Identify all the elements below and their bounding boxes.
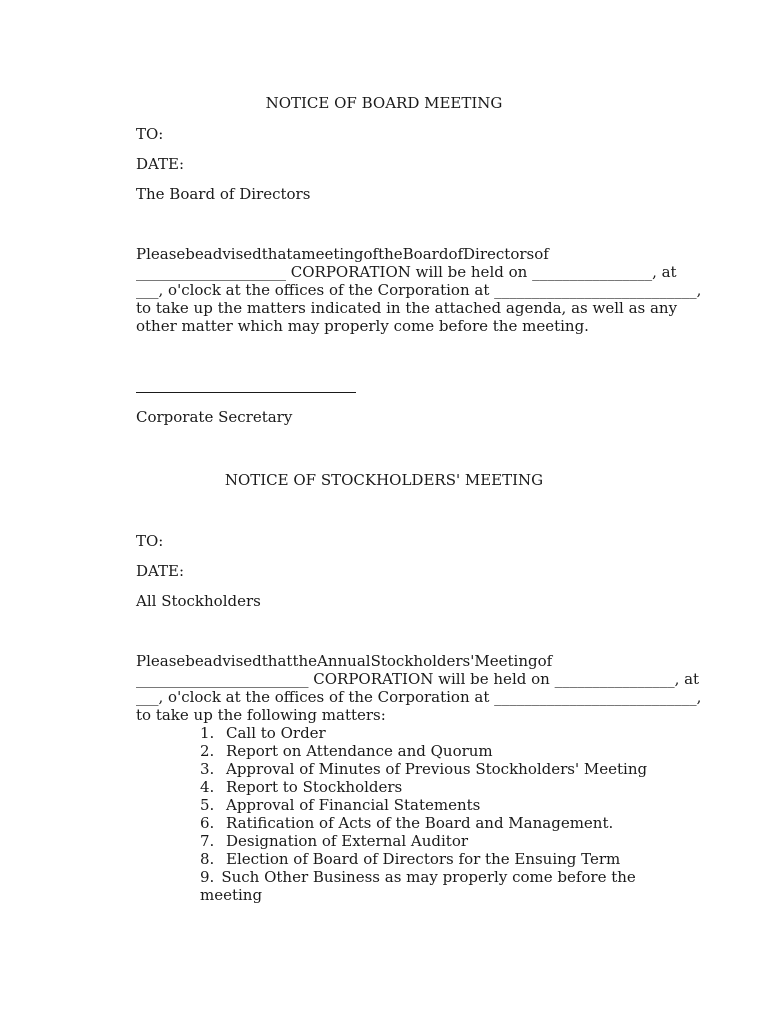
word: of [363, 245, 379, 263]
board-para-line-2: ____________________ CORPORATION will be held on ________________, at [136, 263, 677, 281]
agenda-list [200, 724, 670, 904]
agenda-item-number: 1. [200, 724, 215, 742]
word: Board [402, 245, 449, 263]
agenda-item [200, 742, 670, 760]
agenda-item-text: Approval of Financial Statements [226, 796, 481, 814]
agenda-item-number: 4. [200, 778, 215, 796]
word: be [185, 652, 204, 670]
agenda-item [200, 814, 670, 832]
stockholders-addressee: All Stockholders [136, 592, 261, 610]
word: a [292, 245, 302, 263]
agenda-item [200, 850, 670, 868]
board-to-label: TO: [136, 125, 164, 143]
word: of [537, 652, 553, 670]
board-date-label: DATE: [136, 155, 185, 173]
agenda-item [200, 832, 670, 850]
word: advised [203, 245, 262, 263]
word: meeting [301, 245, 364, 263]
board-para-line-1 [136, 245, 678, 263]
agenda-item [200, 868, 670, 904]
word: Directors [463, 245, 535, 263]
signatory-title: Corporate Secretary [136, 408, 293, 426]
agenda-item-text: Report on Attendance and Quorum [226, 742, 493, 760]
agenda-item-text: Call to Order [226, 724, 326, 742]
word: Please [136, 245, 186, 263]
word: of [448, 245, 464, 263]
stockholders-notice-title: NOTICE OF STOCKHOLDERS' MEETING [224, 471, 544, 489]
word: Stockholders' [370, 652, 475, 670]
board-para-line-4: to take up the matters indicated in the attached agenda, as well as any [136, 299, 678, 317]
word: Annual [317, 652, 371, 670]
agenda-item-text: Such Other Business as may properly come before the meeting [200, 868, 636, 904]
stockholders-para-line-4: to take up the following matters: [136, 706, 386, 724]
word: that [261, 652, 293, 670]
agenda-item-number: 5. [200, 796, 215, 814]
agenda-item [200, 760, 670, 778]
word: Please [136, 652, 186, 670]
board-notice-title: NOTICE OF BOARD MEETING [265, 94, 503, 112]
agenda-item-number: 9. [200, 868, 215, 886]
agenda-item [200, 778, 670, 796]
agenda-item [200, 724, 670, 742]
agenda-item-number: 3. [200, 760, 215, 778]
agenda-item-number: 2. [200, 742, 215, 760]
agenda-item-text: Election of Board of Directors for the Ensuing Term [226, 850, 621, 868]
stockholders-para-line-1 [136, 652, 678, 670]
stockholders-date-label: DATE: [136, 562, 185, 580]
agenda-item-number: 6. [200, 814, 215, 832]
board-para-line-5: other matter which may properly come before the meeting. [136, 317, 589, 335]
agenda-item-text: Approval of Minutes of Previous Stockholders' Meeting [226, 760, 648, 778]
agenda-item [200, 796, 670, 814]
word: the [378, 245, 403, 263]
stockholders-para-line-2: _______________________ CORPORATION will be held on ________________, at [136, 670, 700, 688]
board-para-line-3: ___, o'clock at the offices of the Corporation at ___________________________, [136, 281, 702, 299]
word: of [534, 245, 549, 263]
signature-line [136, 392, 356, 393]
agenda-item-number: 7. [200, 832, 215, 850]
agenda-item-text: Ratification of Acts of the Board and Management. [226, 814, 614, 832]
agenda-item-text: Report to Stockholders [226, 778, 403, 796]
agenda-item-number: 8. [200, 850, 215, 868]
board-notice-paragraph [136, 245, 702, 335]
stockholders-to-label: TO: [136, 532, 164, 550]
board-addressee: The Board of Directors [136, 185, 311, 203]
agenda-item-text: Designation of External Auditor [226, 832, 469, 850]
word: that [261, 245, 293, 263]
word: Meeting [474, 652, 538, 670]
word: the [292, 652, 318, 670]
stockholders-para-line-3: ___, o'clock at the offices of the Corporation at ___________________________, [136, 688, 702, 706]
word: advised [203, 652, 262, 670]
word: be [185, 245, 204, 263]
stockholders-notice-paragraph [136, 652, 702, 724]
